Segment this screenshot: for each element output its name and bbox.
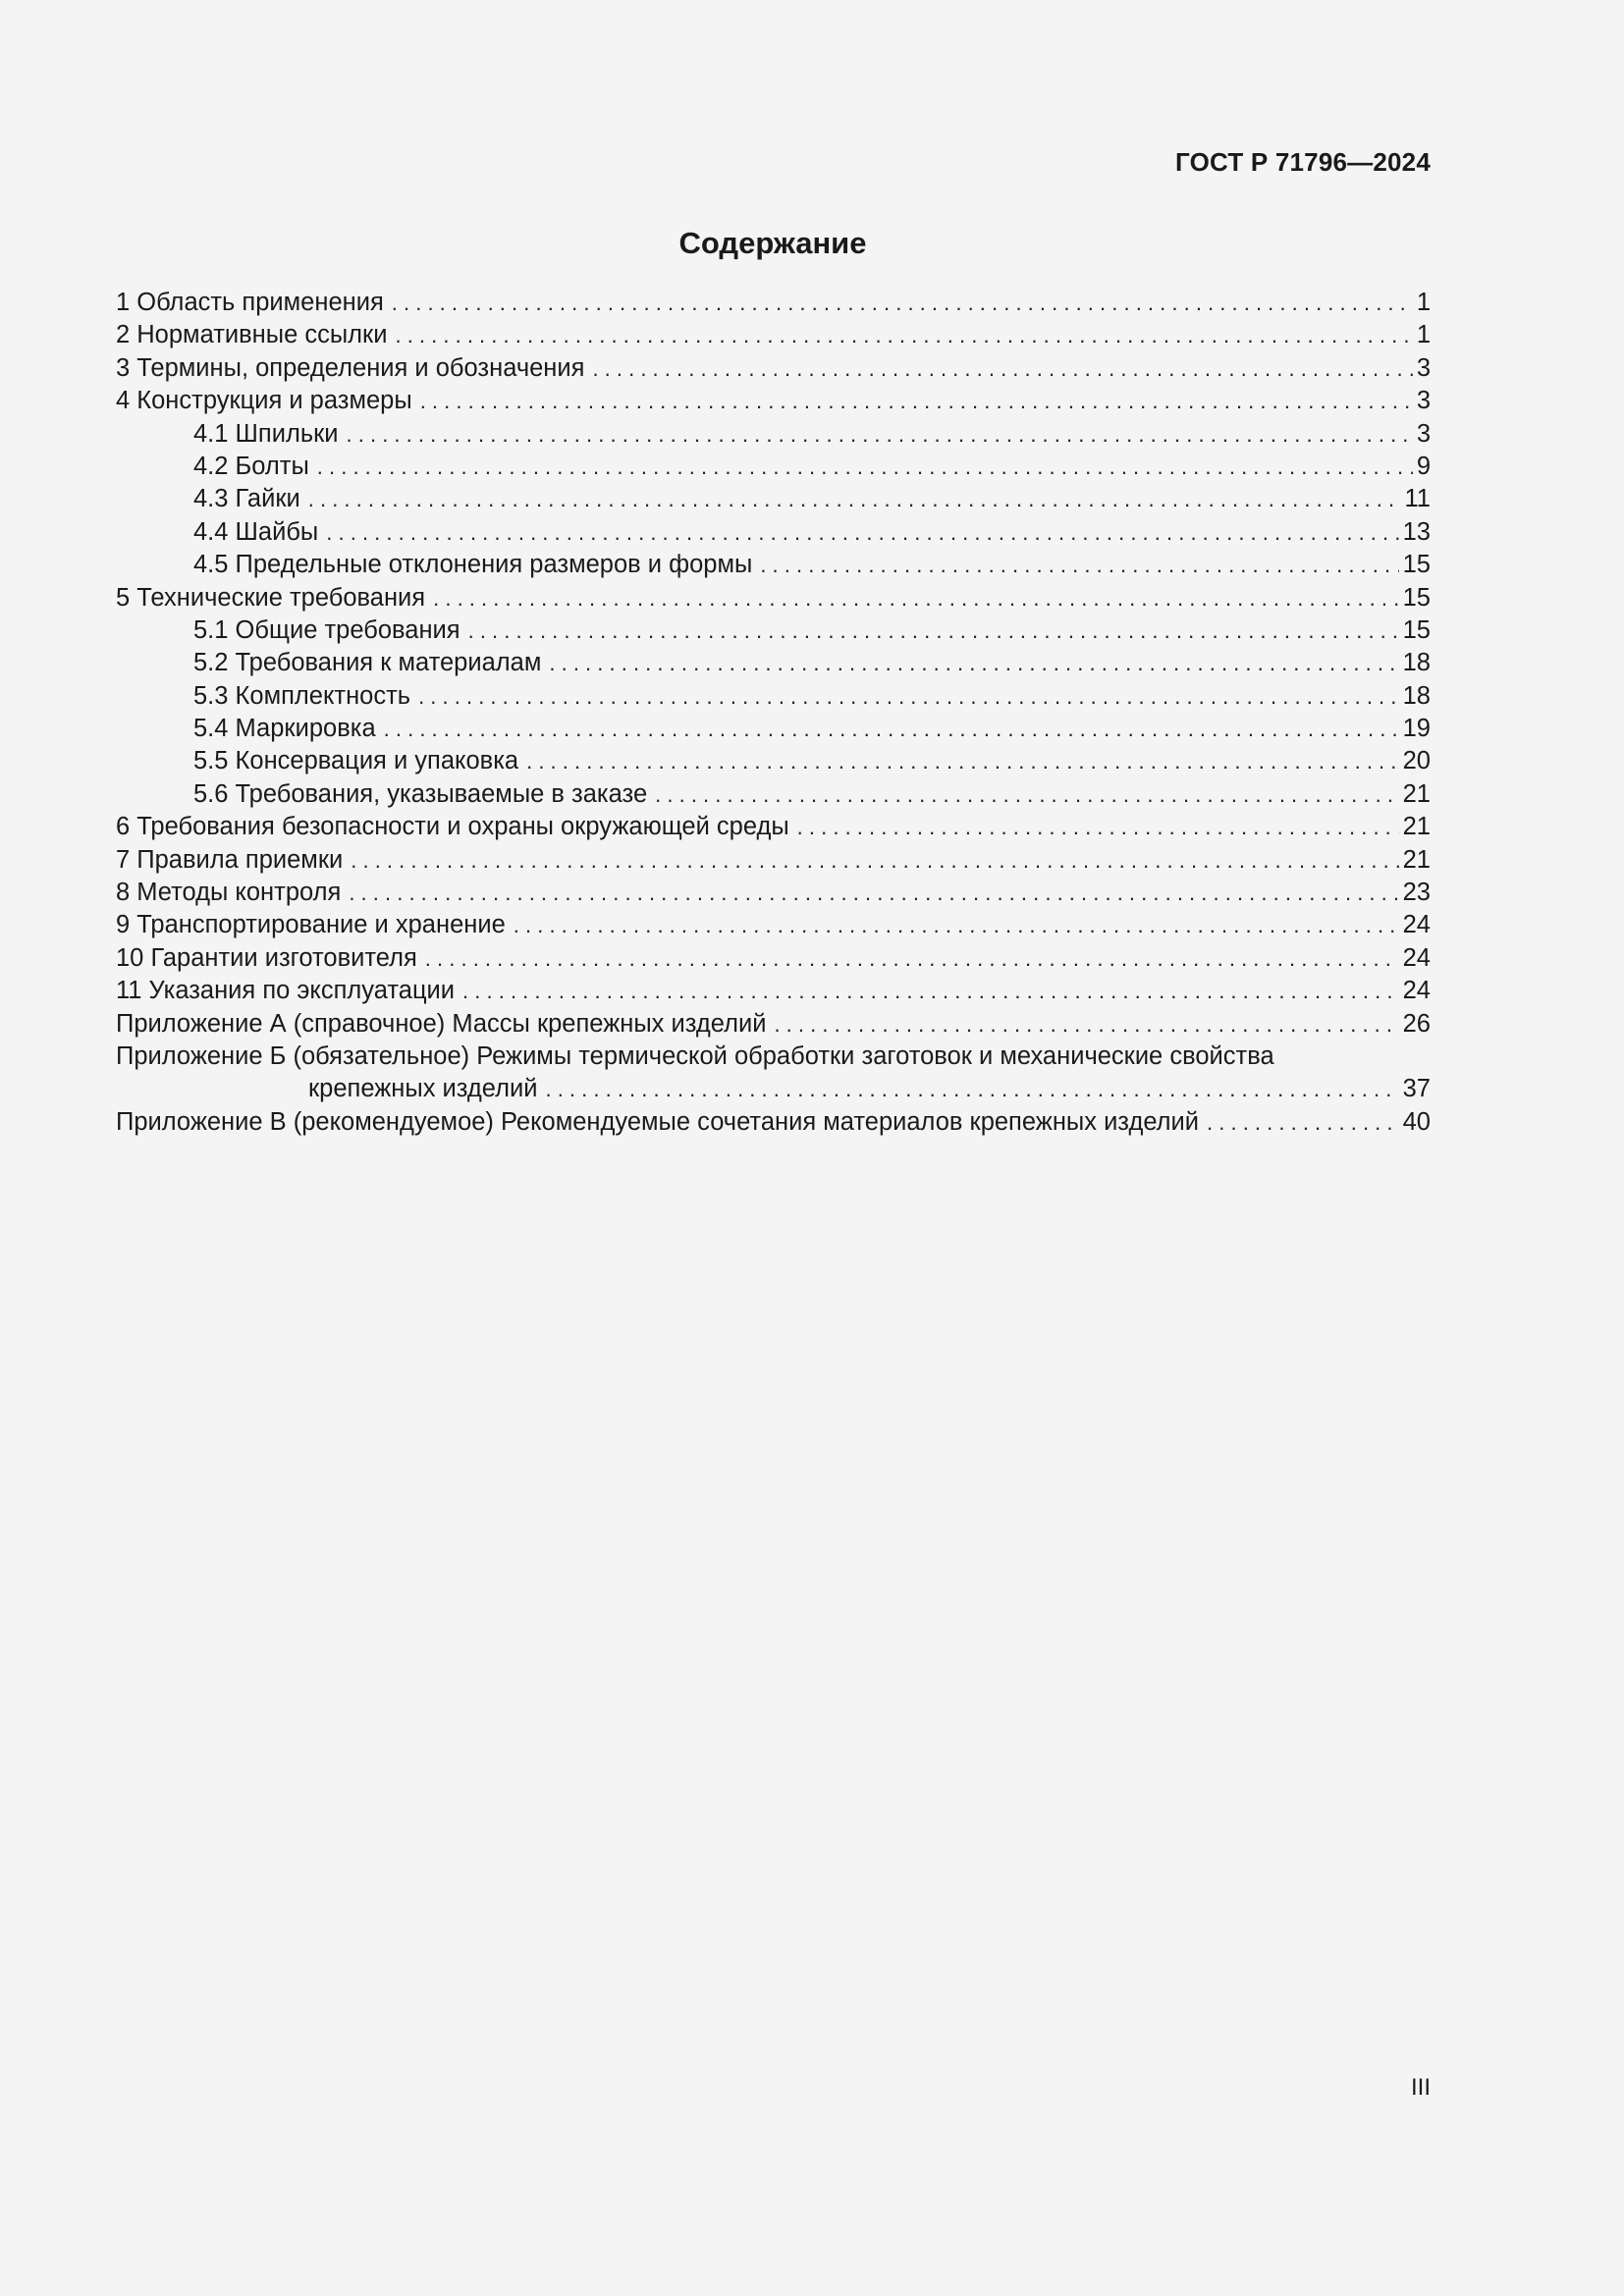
toc-entry[interactable] bbox=[116, 844, 1431, 877]
toc-entry-page: 11 bbox=[1404, 485, 1431, 513]
toc-entry-label: 4 Конструкция и размеры bbox=[116, 387, 412, 415]
toc-entry-page: 1 bbox=[1416, 321, 1431, 349]
toc-dot-leader bbox=[592, 352, 1412, 385]
toc-entry-page: 40 bbox=[1402, 1107, 1431, 1136]
toc-entry-page: 24 bbox=[1402, 977, 1431, 1005]
toc-title: Содержание bbox=[678, 226, 867, 260]
toc-entry-page: 26 bbox=[1402, 1009, 1431, 1038]
toc-entry-label: 2 Нормативные ссылки bbox=[116, 321, 388, 349]
toc-entry[interactable] bbox=[116, 909, 1431, 941]
toc-entry-label: крепежных изделий bbox=[308, 1075, 538, 1103]
toc-dot-leader bbox=[1207, 1106, 1399, 1139]
toc-entry-page: 15 bbox=[1402, 551, 1431, 579]
toc-entry[interactable] bbox=[116, 287, 1431, 319]
toc-entry-page: 21 bbox=[1402, 813, 1431, 841]
toc-dot-leader bbox=[418, 680, 1399, 713]
toc-entry-label: 5.3 Комплектность bbox=[193, 681, 411, 710]
toc-entry-label: 3 Термины, определения и обозначения bbox=[116, 353, 585, 382]
toc-entry[interactable] bbox=[116, 942, 1431, 975]
toc-dot-leader bbox=[326, 516, 1398, 549]
toc-dot-leader bbox=[760, 549, 1398, 581]
toc-entry-page: 23 bbox=[1402, 879, 1431, 907]
toc-dot-leader bbox=[655, 778, 1398, 811]
toc-dot-leader bbox=[420, 385, 1413, 417]
toc-entry[interactable] bbox=[116, 713, 1431, 745]
toc-entry-label: Приложение А (справочное) Массы крепежных изделий bbox=[116, 1009, 767, 1038]
toc-entry[interactable] bbox=[116, 975, 1431, 1007]
toc-entry[interactable] bbox=[116, 418, 1431, 451]
toc-entry-page: 9 bbox=[1416, 452, 1431, 480]
toc-entry[interactable] bbox=[116, 385, 1431, 417]
toc-entry[interactable] bbox=[116, 647, 1431, 679]
toc-entry[interactable] bbox=[116, 1041, 1431, 1073]
toc-dot-leader bbox=[351, 844, 1398, 877]
toc-entry-label: 7 Правила приемки bbox=[116, 845, 344, 874]
toc-entry-label: 5.4 Маркировка bbox=[193, 715, 376, 743]
toc-entry-page: 15 bbox=[1402, 615, 1431, 644]
toc-entry-page: 13 bbox=[1402, 517, 1431, 546]
toc-entry-page: 1 bbox=[1416, 289, 1431, 316]
toc-dot-leader bbox=[349, 877, 1398, 909]
toc-entry-label: 5 Технические требования bbox=[116, 583, 426, 612]
toc-entry-label: 6 Требования безопасности и охраны окружающей среды bbox=[116, 813, 789, 841]
toc-entry[interactable] bbox=[116, 877, 1431, 909]
toc-entry[interactable] bbox=[116, 352, 1431, 385]
toc-entry[interactable] bbox=[116, 1106, 1431, 1139]
toc-entry-page: 24 bbox=[1402, 911, 1431, 939]
toc-entry-page: 18 bbox=[1402, 649, 1431, 677]
toc-entry-label: 5.5 Консервация и упаковка bbox=[193, 747, 519, 775]
toc-dot-leader bbox=[347, 418, 1413, 451]
toc-entry-label: 4.4 Шайбы bbox=[193, 517, 319, 546]
toc-entry-label: Приложение Б (обязательное) Режимы термической обработки заготовок и механические свойства bbox=[116, 1041, 1274, 1070]
toc-entry-label: 11 Указания по эксплуатации bbox=[116, 977, 456, 1005]
toc-entry[interactable] bbox=[116, 516, 1431, 549]
toc-entry-label: 10 Гарантии изготовителя bbox=[116, 943, 417, 972]
toc-entry-page: 24 bbox=[1402, 943, 1431, 972]
page-number: III bbox=[1410, 2074, 1431, 2101]
toc-entry-label: 8 Методы контроля bbox=[116, 879, 342, 907]
toc-entry-page: 20 bbox=[1402, 747, 1431, 775]
toc-dot-leader bbox=[526, 745, 1399, 777]
toc-entry-label: 5.1 Общие требования bbox=[193, 615, 460, 644]
document-code: ГОСТ Р 71796—2024 bbox=[1175, 147, 1431, 177]
toc-entry-label: 1 Область применения bbox=[116, 289, 384, 316]
toc-entry-page: 3 bbox=[1416, 387, 1431, 415]
toc-dot-leader bbox=[545, 1073, 1398, 1105]
toc-dot-leader bbox=[425, 942, 1399, 975]
toc-dot-leader bbox=[549, 647, 1398, 679]
table-of-contents bbox=[116, 287, 1431, 1139]
toc-dot-leader bbox=[462, 975, 1399, 1007]
toc-entry-page: 19 bbox=[1402, 715, 1431, 743]
toc-entry[interactable] bbox=[116, 582, 1431, 614]
toc-entry[interactable] bbox=[116, 319, 1431, 351]
toc-entry[interactable] bbox=[116, 745, 1431, 777]
toc-entry-page: 3 bbox=[1416, 419, 1431, 448]
toc-dot-leader bbox=[514, 909, 1399, 941]
toc-entry-label: 9 Транспортирование и хранение bbox=[116, 911, 506, 939]
toc-entry-label: 4.3 Гайки bbox=[193, 485, 300, 513]
toc-dot-leader bbox=[395, 319, 1412, 351]
toc-entry[interactable] bbox=[116, 1008, 1431, 1041]
toc-entry[interactable] bbox=[116, 549, 1431, 581]
toc-entry[interactable] bbox=[116, 1073, 1431, 1105]
toc-entry-page: 21 bbox=[1402, 845, 1431, 874]
toc-entry-label: 5.2 Требования к материалам bbox=[193, 649, 542, 677]
toc-dot-leader bbox=[797, 811, 1399, 843]
toc-entry-page: 21 bbox=[1402, 779, 1431, 808]
toc-entry-label: Приложение В (рекомендуемое) Рекомендуемые сочетания материалов крепежных изделий bbox=[116, 1107, 1200, 1136]
toc-dot-leader bbox=[433, 582, 1399, 614]
toc-entry-page: 37 bbox=[1402, 1075, 1431, 1103]
toc-entry-label: 4.1 Шпильки bbox=[193, 419, 339, 448]
toc-entry[interactable] bbox=[116, 451, 1431, 483]
toc-entry-page: 18 bbox=[1402, 681, 1431, 710]
toc-dot-leader bbox=[317, 451, 1413, 483]
toc-entry-page: 15 bbox=[1402, 583, 1431, 612]
toc-entry[interactable] bbox=[116, 778, 1431, 811]
toc-entry[interactable] bbox=[116, 680, 1431, 713]
toc-dot-leader bbox=[308, 483, 1401, 515]
toc-entry[interactable] bbox=[116, 811, 1431, 843]
toc-entry-label: 4.2 Болты bbox=[193, 452, 309, 480]
toc-entry-page: 3 bbox=[1416, 353, 1431, 382]
toc-entry-label: 5.6 Требования, указываемые в заказе bbox=[193, 779, 648, 808]
toc-dot-leader bbox=[384, 713, 1399, 745]
toc-dot-leader bbox=[774, 1008, 1398, 1041]
toc-entry-label: 4.5 Предельные отклонения размеров и формы bbox=[193, 551, 753, 579]
toc-dot-leader bbox=[392, 287, 1413, 319]
toc-entry[interactable] bbox=[116, 614, 1431, 647]
toc-dot-leader bbox=[468, 614, 1399, 647]
toc-entry[interactable] bbox=[116, 483, 1431, 515]
